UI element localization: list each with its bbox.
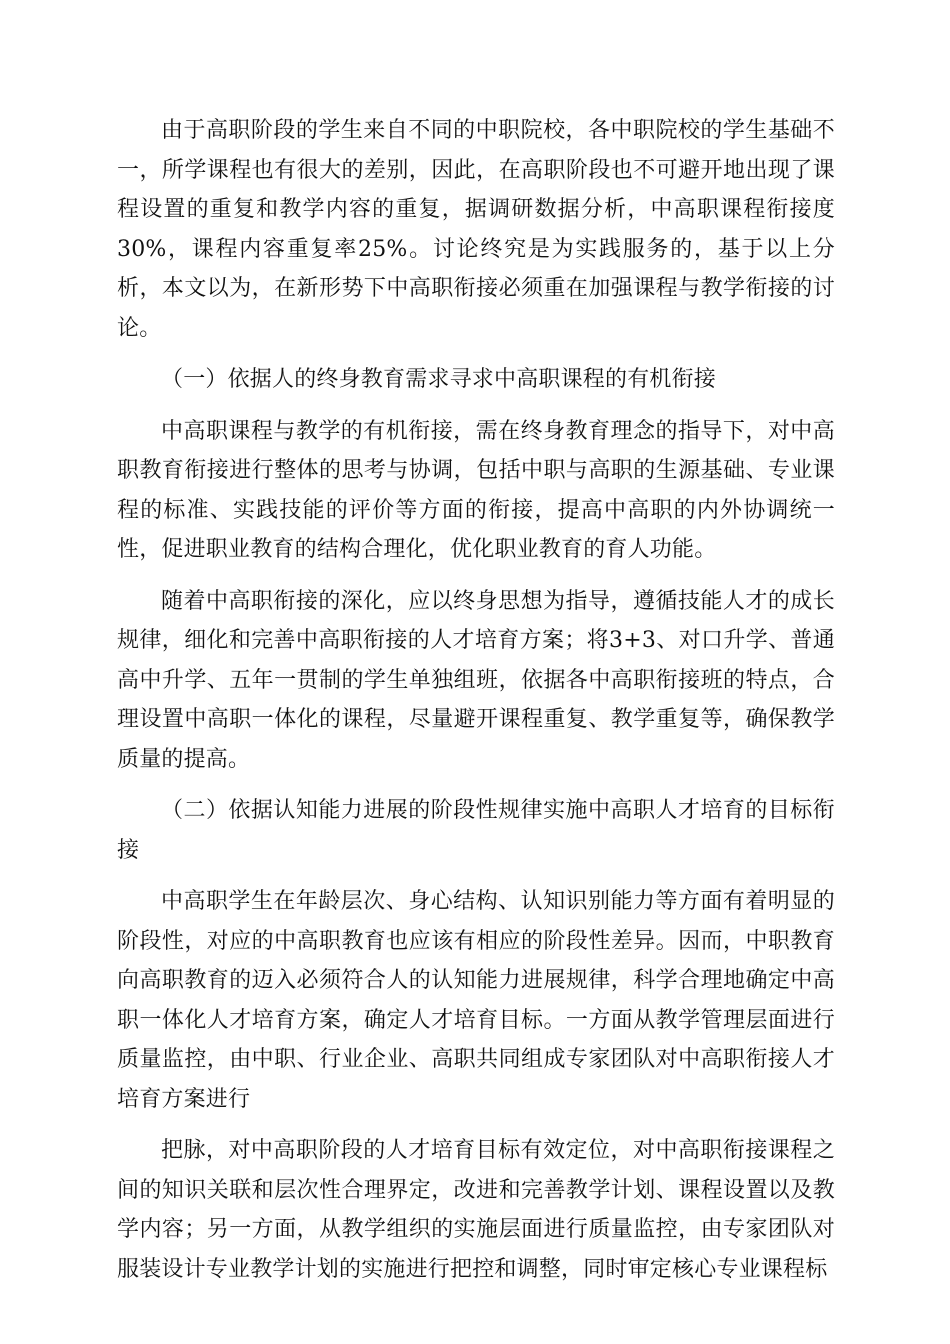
paragraph-section2-b: 把脉，对中高职阶段的人才培育目标有效定位，对中高职衔接课程之间的知识关联和层次性合理界定，改进和完善教学计划、课程设置以及教学内容；另一方面，从教学组织的实施层面进行质量监控，由专家团队对服装设计专业教学计划的实施进行把控和调整，同时审定核心专业课程标 [117, 1138, 835, 1282]
paragraph-section1-a: 中高职课程与教学的有机衔接，需在终身教育理念的指导下，对中高职教育衔接进行整体的思考与协调，包括中职与高职的生源基础、专业课程的标准、实践技能的评价等方面的衔接，提高中高职的内外协调统一性，促进职业教育的结构合理化，优化职业教育的育人功能。 [117, 418, 835, 562]
paragraph-intro: 由于高职阶段的学生来自不同的中职院校，各中职院校的学生基础不一，所学课程也有很大的差别，因此，在高职阶段也不可避开地出现了课程设置的重复和教学内容的重复，据调研数据分析，中高职课程衔接度30%，课程内容重复率25%。讨论终究是为实践服务的，基于以上分析，本文以为，在新形势下中高职衔接必须重在加强课程与教学衔接的讨论。 [117, 118, 835, 341]
document-page [117, 111, 835, 1289]
section-heading-1: （一）依据人的终身教育需求寻求中高职课程的有机衔接 [161, 367, 717, 392]
section-heading-2: （二）依据认知能力进展的阶段性规律实施中高职人才培育的目标衔接 [117, 798, 835, 863]
paragraph-section1-b: 随着中高职衔接的深化，应以终身思想为指导，遵循技能人才的成长规律，细化和完善中高职衔接的人才培育方案；将3+3、对口升学、普通高中升学、五年一贯制的学生单独组班，依据各中高职衔接班的特点，合理设置中高职一体化的课程，尽量避开课程重复、教学重复等，确保教学质量的提高。 [117, 588, 835, 772]
paragraph-section2-a: 中高职学生在年龄层次、身心结构、认知识别能力等方面有着明显的阶段性，对应的中高职教育也应该有相应的阶段性差异。因而，中职教育向高职教育的迈入必须符合人的认知能力进展规律，科学合理地确定中高职一体化人才培育方案，确定人才培育目标。一方面从教学管理层面进行质量监控，由中职、行业企业、高职共同组成专家团队对中高职衔接人才培育方案进行 [117, 889, 835, 1112]
